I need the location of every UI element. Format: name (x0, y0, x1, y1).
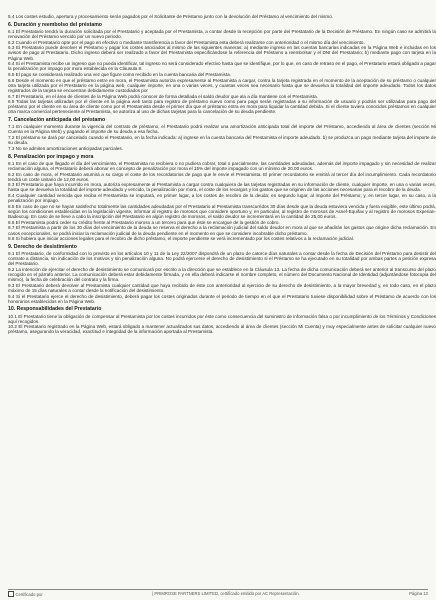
clause-paragraph: 10.1 El Prestatario tiene la obligación de compensar al Prestamista por los costes incurridos por éste como consecuencia del suministro de información falsa o por incumplimiento de los Términos y Condiciones aquí recogidos. (8, 313, 436, 324)
clause-paragraph: 8.1 En el caso de que llegado el día del vencimiento, el Prestamista no recibiera o no pudiera cobrar, total o parcialmente, las cantidades adeudadas, además del importe impagado y sin necesidad de realizar reclamación alguna, el Prestatario deberá abonar en concepto de penalización por mora el 15% del importe impagado con un mínimo de 20,00 euros. (8, 160, 436, 171)
clause-paragraph: 7.3 No se admiten amortizaciones anticipadas parciales. (8, 145, 123, 151)
section-heading: 9. Derecho de desistimiento (8, 243, 77, 250)
clause-paragraph: 9.3 El Prestatario deberá devolver al Prestamista cualquier cantidad que haya recibido de éste con anterioridad al ejercicio de su derecho de desistimiento, a la mayor brevedad y, en todo caso, en el plazo máximo de 15 días naturales a contar desde la notificación del desistimiento. (8, 282, 436, 293)
clause-paragraph: 6.7 El Prestatario, en el área de clientes de la Página Web podrá conocer de forma detallada el saldo deudor que ala a día mantiene con el Prestamista. (8, 93, 318, 99)
footer-page-number: Página 13 (409, 591, 428, 596)
clause-paragraph: 6.5 El pago se considerará realizado una vez que figure como recibido en la cuenta bancaria del Prestamista. (8, 72, 231, 77)
clause-paragraph: 6.6 Desde el momento en que el préstamo entre en mora, el Prestamista autoriza expresamente al Prestamista a cargar, contra la tarjeta registrada en el momento de la aceptación de su préstamo o cualquier otra tarjeta utilizada por el Prestatario en la página web, cualquier importe, en una o varias veces, y cuantas veces sea necesario hasta que se devuelva la totalidad del importe adeudado. Todos los datos registrados de la tarjeta se encuentran debidamente custodiados por (8, 77, 436, 93)
footer-left-text: Certificado por (15, 591, 43, 597)
clause-paragraph: 6.3 El Prestatario puede devolver el Préstamo y pagar los costes asociados al mismo de las siguientes maneras: a) mediante ingreso en las cuentas bancarias indicadas en la Página Web e incluidas en los avisos de pago al Prestatario. Dicho ingreso deberá ser realizado a favor del Prestamista especificándose la referencia del Préstamo a reembolsar y el DNI del Prestatario; b) mediante pago con tarjeta en la Página Web. (8, 45, 436, 61)
clause-paragraph: 8.4 Cualquier cantidad vencida que reciba el Prestamista se imputará, en primer lugar, a los costes de recobro de la deuda; en segundo lugar, al importe del Préstamo; y, en tercer lugar, en su caso, a la penalización por impago. (8, 193, 436, 204)
clause-paragraph: 10.2 El Prestatario registrado en la Página Web, estará obligado a mantener actualizados sus datos, accediendo al área de clientes (sección Mi Cuenta) y muy especialmente antes de solicitar cualquier nuevo préstamo, asegurando la veracidad, exactitud e integridad de la información aportada al Prestamista. (8, 324, 436, 335)
clause-paragraph: 8.6 El Prestamista podrá ceder su crédito frente al Prestatario moroso a un tercero para que éste se encargue de la gestión de cobro. (8, 219, 280, 225)
clause-paragraph: 6.2 Cuando el Prestatario opte por el pago en efectivo o mediante transferencia a favor del Prestamista esta deberá realizarse con anterioridad o el mismo día del vencimiento. (8, 39, 365, 45)
page-footer (8, 589, 428, 597)
clause-paragraph: 6.4 Si el Prestamista recibe un ingreso que no pueda identificar, tal ingreso no será considerado efectivo hasta que se identifique, por lo que, en caso de retraso en el pago, el Prestatario estará obligado a pagar la penalización por impago por mora establecida en la Cláusula 8. (8, 61, 436, 72)
clause-paragraph: 7.2 El préstamo se dará por cancelado cuando el Prestatario, en la fecha indicada: a) ingrese en la cuenta bancaria del Prestamista el importe adeudado. b) se produzca un pago mediante tarjeta del importe de su deuda. (8, 135, 436, 146)
clause-paragraph: 8.2 En caso de mora, el Prestatario asumirá a su cargo el coste de los recordatorios de pago que le envíe el Prestamista. El primer recordatorio se emitirá al tercer día del incumplimiento. Cada recordatorio tendrá un coste unitario de 12,00 euros. (8, 171, 436, 182)
clause-paragraph: 6.1 El Prestatario tendrá la duración solicitada por el Prestatario y aceptada por el Prestamista, a contar desde la recepción por parte del Prestatario de la Decisión de Préstamo. En ningún caso se admitirá la renovación del Préstamo vencido por un nuevo periodo. (8, 28, 436, 39)
clause-paragraph: 8.3 El Prestatario que haya incurrido en mora, autoriza expresamente al Prestamista a cargar contra cualquiera de las tarjetas registradas en su información de cliente, cualquier importe, en una o varias veces, hasta que se devuelva la totalidad del importe adeudado y vencido, la penalización por mora, el coste de los recargos y los gastos que se originen de las acciones necesarias para el recobro de la deuda. (8, 182, 436, 193)
clause-paragraph: 7.1 En cualquier momento durante la vigencia del contrato de préstamo, el Prestatario podrá realizar una amortización anticipada total del importe del Préstamo, accediendo al área de clientes (sección Mi Cuenta en la Página Web) y pagando el importe de su deuda a esa fecha. (8, 124, 436, 135)
clause-paragraph: 9.1 El Prestatario, de conformidad con lo previsto en los artículos 10 y 11 de la Ley 22/2007 dispondrá de un plazo de catorce días naturales a contar desde la fecha de Decisión del Préstamo para desistir del contrato a distancia, sin indicación de los motivos y sin penalización alguna. No podrá ejercerse el derecho de desistimiento si el Préstamo se ha ejecutado en su totalidad por ambas partes a petición expresa del Prestatario. (8, 251, 436, 267)
section-heading: 6. Duración y reembolso del préstamo (8, 21, 102, 28)
footer-center-text: | PRIMROSE PARTNERS LIMITED, certificado emitido por AC Representación. (152, 591, 300, 596)
terms-document-body (8, 14, 436, 600)
clause-paragraph: 9.4 Si el Prestatario ejerce el derecho de desistimiento, deberá pagar los costes originados durante el periodo de tiempo en el que el Prestatario tuviese disponibilidad sobre el Préstamo de acuerdo con los honorarios establecidos en la Página Web. (8, 293, 436, 304)
clause-paragraph: 9.2 La intención de ejercitar el derecho de desistimiento se comunicará por escrito a la dirección que se establece en la Cláusula 13. La fecha de dicha comunicación deberá ser anterior al transcurso del plazo recogido en el párrafo anterior. La comunicación deberá estar debidamente firmada, y en ella deberá indicarse el nombre completo, el número del Documento Nacional de Identidad (adjuntándose fotocopia del mismo), la fecha de celebración del contrato y la firma. (8, 266, 436, 283)
section-heading: 7. Cancelación anticipada del préstamo (8, 117, 106, 124)
clause-paragraph: 8.7 El Prestamista a partir de los 30 días del vencimiento de la deuda se reserva el derecho a la reclamación judicial del saldo deudor en mora al que se añadirán los gastos que origine dicha reclamación. En casos excepcionales, se podrá iniciar la reclamación judicial de la deuda pendiente en el momento en que se considere incobrable dicho préstamo. (8, 225, 436, 236)
checkbox-icon (8, 591, 14, 597)
footer-certification (8, 591, 43, 597)
clause-paragraph: 6.8 Todas las tarjetas utilizadas por el cliente en la página web tanto para registro de préstamo nuevo como para pago serán registradas a su información de usuario y podrán ser utilizadas para pago del préstamo por el cliente en su área de cliente como por el Prestamista desde el primer día que el préstamo entra en mora para liquidar la cantidad debida. Si el cliente tuviera conocidos préstamos en cualquier otra marca comercial perteneciente al Prestamista, se autoriza al uso de dichas tarjetas para la cancelación de su deuda pendiente. (8, 99, 436, 115)
section-heading: 8. Penalización por impago y mora (8, 153, 94, 160)
clause-paragraph: 8.5 En caso de que no se hayan satisfecho totalmente las cantidades adeudadas por el Prestatario al Prestamista transcurridos 30 días desde que la deuda estuviera vencida y fuera exigible, este último podrá, según los condiciones establecidas en la legislación vigente, informar al registro de morosos que considere oportuno y, en particular, al registro de morosos de Asnef-Equifax y al registro de morosos Experian-Badexcug. En caso de se lleve a cabo la inscripción del Prestatario en algún registro de morosos, el saldo deudor se incrementará en la cantidad de 25,00 euros. (8, 203, 436, 220)
clause-paragraph: 8.8 Si hubiera que iniciar acciones legales para el recobro de dicho préstamo, el importe pendiente se verá incrementado por los costes relativos a la reclamación judicial. (8, 236, 354, 242)
clause-paragraph: 5.4 Los costes estudio, apertura y procesamiento serán pagados por el Solicitante de Préstamo junto con la devolución del Préstamo al vencimiento del mismo. (8, 14, 334, 19)
section-heading: 10. Responsabilidades del Prestatario (8, 306, 102, 313)
